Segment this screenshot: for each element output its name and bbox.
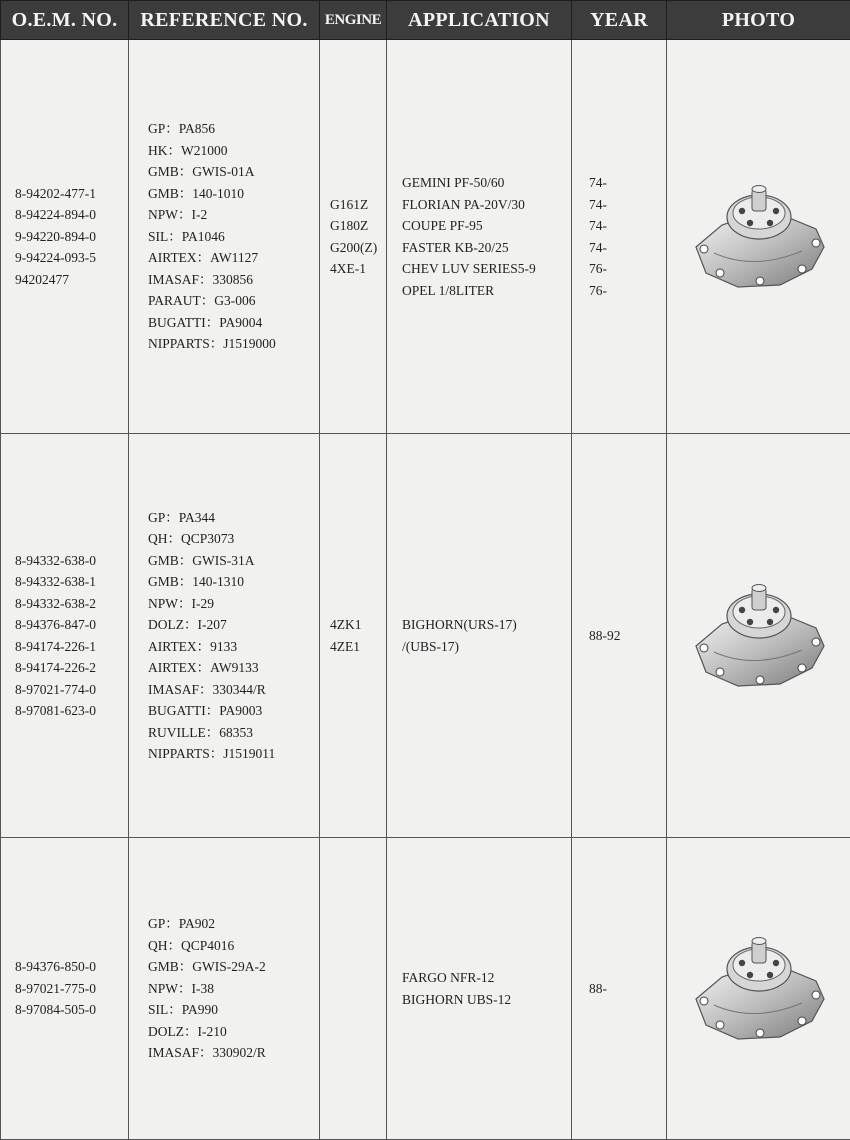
year-line: 74-	[589, 215, 666, 237]
photo-cell	[667, 40, 850, 434]
water-pump-icon	[684, 177, 834, 297]
application-cell	[387, 838, 572, 1140]
reference-cell	[129, 434, 320, 838]
year-cell	[572, 434, 667, 838]
reference-line: NPW：I-38	[148, 978, 319, 1000]
oem-line: 9-94220-894-0	[15, 226, 128, 248]
application-line: FARGO NFR-12	[402, 967, 571, 989]
reference-line: QH：QCP4016	[148, 935, 319, 957]
reference-line: AIRTEX：9133	[148, 636, 319, 658]
header-reference: REFERENCE NO.	[129, 1, 320, 40]
reference-line: NIPPARTS：J1519000	[148, 333, 319, 355]
reference-line: IMASAF：330856	[148, 269, 319, 291]
oem-line: 9-94224-093-5	[15, 247, 128, 269]
reference-line: NPW：I-2	[148, 204, 319, 226]
reference-line: GMB：GWIS-29A-2	[148, 956, 319, 978]
header-row	[1, 1, 850, 40]
engine-cell	[320, 434, 387, 838]
reference-line: BUGATTI：PA9003	[148, 700, 319, 722]
header-year: YEAR	[572, 1, 667, 40]
reference-line: HK：W21000	[148, 140, 319, 162]
reference-line: RUVILLE：68353	[148, 722, 319, 744]
reference-line: QH：QCP3073	[148, 528, 319, 550]
reference-line: BUGATTI：PA9004	[148, 312, 319, 334]
reference-line: AIRTEX：AW9133	[148, 657, 319, 679]
year-line: 76-	[589, 280, 666, 302]
year-line: 74-	[589, 194, 666, 216]
reference-line: GMB：140-1310	[148, 571, 319, 593]
year-line: 76-	[589, 258, 666, 280]
engine-cell	[320, 838, 387, 1140]
reference-line: DOLZ：I-207	[148, 614, 319, 636]
oem-cell	[1, 40, 129, 434]
application-line: BIGHORN(URS-17)	[402, 614, 571, 636]
header-engine: ENGINE	[320, 1, 387, 40]
reference-cell	[129, 838, 320, 1140]
reference-line: SIL：PA1046	[148, 226, 319, 248]
reference-line: GMB：140-1010	[148, 183, 319, 205]
oem-line: 8-94174-226-2	[15, 657, 128, 679]
oem-line: 8-97021-774-0	[15, 679, 128, 701]
application-line: FLORIAN PA-20V/30	[402, 194, 571, 216]
reference-line: NIPPARTS：J1519011	[148, 743, 319, 765]
reference-line: PARAUT：G3-006	[148, 290, 319, 312]
reference-line: DOLZ：I-210	[148, 1021, 319, 1043]
application-line: FASTER KB-20/25	[402, 237, 571, 259]
water-pump-icon	[684, 929, 834, 1049]
oem-line: 8-97081-623-0	[15, 700, 128, 722]
engine-cell	[320, 40, 387, 434]
header-application: APPLICATION	[387, 1, 572, 40]
oem-line: 8-94332-638-0	[15, 550, 128, 572]
year-line: 88-92	[589, 625, 666, 647]
oem-cell	[1, 838, 129, 1140]
year-cell	[572, 838, 667, 1140]
oem-line: 8-94224-894-0	[15, 204, 128, 226]
oem-line: 8-97021-775-0	[15, 978, 128, 1000]
year-line: 74-	[589, 237, 666, 259]
table-row	[1, 838, 850, 1140]
reference-line: IMASAF：330344/R	[148, 679, 319, 701]
reference-line: AIRTEX：AW1127	[148, 247, 319, 269]
oem-line: 8-94174-226-1	[15, 636, 128, 658]
header-oem: O.E.M. NO.	[1, 1, 129, 40]
oem-line: 8-94376-847-0	[15, 614, 128, 636]
year-line: 88-	[589, 978, 666, 1000]
application-line: OPEL 1/8LITER	[402, 280, 571, 302]
application-line: GEMINI PF-50/60	[402, 172, 571, 194]
oem-line: 8-94376-850-0	[15, 956, 128, 978]
engine-line: 4XE-1	[330, 258, 386, 280]
engine-line: G180Z	[330, 215, 386, 237]
year-line: 74-	[589, 172, 666, 194]
reference-line: SIL：PA990	[148, 999, 319, 1021]
year-cell	[572, 40, 667, 434]
reference-line: GMB：GWIS-01A	[148, 161, 319, 183]
application-cell	[387, 40, 572, 434]
engine-line: G161Z	[330, 194, 386, 216]
reference-line: GP：PA344	[148, 507, 319, 529]
water-pump-icon	[684, 576, 834, 696]
oem-line: 8-97084-505-0	[15, 999, 128, 1021]
photo-cell	[667, 838, 850, 1140]
reference-line: GP：PA902	[148, 913, 319, 935]
photo-cell	[667, 434, 850, 838]
application-line: BIGHORN UBS-12	[402, 989, 571, 1011]
table-row	[1, 40, 850, 434]
reference-cell	[129, 40, 320, 434]
oem-line: 8-94332-638-2	[15, 593, 128, 615]
table-row	[1, 434, 850, 838]
application-cell	[387, 434, 572, 838]
oem-line: 94202477	[15, 269, 128, 291]
application-line: CHEV LUV SERIES5-9	[402, 258, 571, 280]
header-photo: PHOTO	[667, 1, 850, 40]
application-line: COUPE PF-95	[402, 215, 571, 237]
engine-line: 4ZK1	[330, 614, 386, 636]
reference-line: IMASAF：330902/R	[148, 1042, 319, 1064]
engine-line: 4ZE1	[330, 636, 386, 658]
engine-line: G200(Z)	[330, 237, 386, 259]
reference-line: GMB：GWIS-31A	[148, 550, 319, 572]
oem-line: 8-94332-638-1	[15, 571, 128, 593]
reference-line: GP：PA856	[148, 118, 319, 140]
oem-line: 8-94202-477-1	[15, 183, 128, 205]
oem-cell	[1, 434, 129, 838]
reference-line: NPW：I-29	[148, 593, 319, 615]
application-line: /(UBS-17)	[402, 636, 571, 658]
